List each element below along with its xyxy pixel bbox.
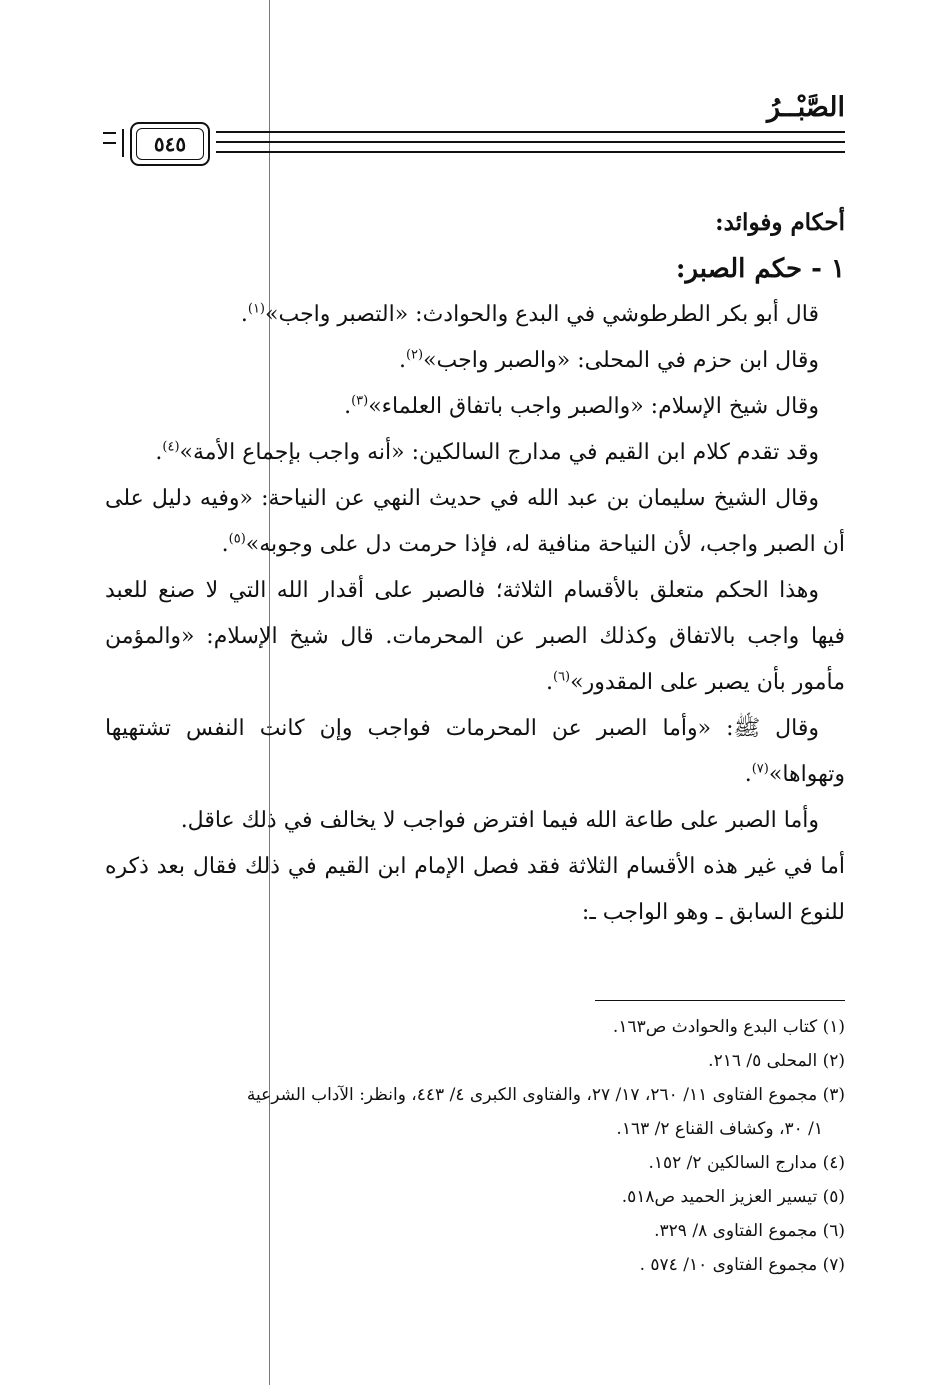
header-rule-top <box>216 131 845 133</box>
paragraph-tail: . <box>744 762 752 787</box>
footnote: (٣) مجموع الفتاوى ١١/ ٢٦٠، ١٧/ ٢٧، والفتاوى الكبرى ٤/ ٤٤٣، وانظر: الآداب الشرعية <box>246 1085 845 1105</box>
footnote-ref: (٥) <box>228 531 246 547</box>
paragraph <box>105 476 845 568</box>
paragraph-text: وقال شيخ الإسلام: «والصبر واجب باتفاق العلماء» <box>368 394 819 419</box>
running-title: الصَّبْــرُ <box>766 92 845 123</box>
paragraph-text: وأما الصبر على طاعة الله فيما افترض فواجب لا يخالف في ذلك عاقل. <box>180 808 819 833</box>
paragraph-text: وقال ﷺ: «وأما الصبر عن المحرمات فواجب وإن كانت النفس تشتهيها وتهواها» <box>105 716 845 787</box>
section-title: أحكام وفوائد: <box>715 209 845 236</box>
header-rule-middle <box>216 141 845 143</box>
paragraph <box>105 292 845 338</box>
paragraph <box>105 338 845 384</box>
footnote: (٥) تيسير العزيز الحميد ص٥١٨. <box>621 1187 845 1207</box>
footnote-ref: (٢) <box>405 347 424 363</box>
footnote-ref: (٧) <box>751 761 769 777</box>
paragraph-tail: . <box>221 532 229 557</box>
footnote: (٢) المحلى ٥/ ٢١٦. <box>708 1051 845 1071</box>
closing-paragraph: أما في غير هذه الأقسام الثلاثة فقد فصل الإمام ابن القيم في ذلك فقال بعد ذكره للنوع السابق ـ وهو الواجب ـ: <box>105 854 845 925</box>
footnote-continuation: ١/ ٣٠، وكشاف القناع ٢/ ١٦٣. <box>616 1119 823 1139</box>
footnotes <box>105 1010 845 1282</box>
paragraph <box>105 430 845 476</box>
paragraph-tail: . <box>545 670 553 695</box>
page-number-box <box>130 122 210 166</box>
paragraph-tail: . <box>155 440 163 465</box>
paragraph <box>105 798 845 844</box>
footnote-separator <box>595 1000 845 1001</box>
paragraph-tail: . <box>240 302 248 327</box>
footnote-ref: (١) <box>247 301 265 317</box>
paragraph <box>105 384 845 430</box>
paragraph-tail: . <box>344 394 352 419</box>
main-text <box>105 200 845 936</box>
paragraph-text: قال أبو بكر الطرطوشي في البدع والحوادث: «التصبر واجب» <box>265 302 819 327</box>
footnote-ref: (٦) <box>552 669 571 685</box>
header-rule-end-mark <box>103 132 116 144</box>
paragraph-tail: . <box>398 348 406 373</box>
page-number: ٥٤٥ <box>153 132 187 156</box>
paragraph-text: وقد تقدم كلام ابن القيم في مدارج السالكين: «أنه واجب بإجماع الأمة» <box>179 440 819 465</box>
footnote: (٤) مدارج السالكين ٢/ ١٥٢. <box>648 1153 845 1173</box>
paragraph-text: وقال الشيخ سليمان بن عبد الله في حديث النهي عن النياحة: «وفيه دليل على أن الصبر واجب، لأن النياحة منافية له، فإذا حرمت دل على وجوبه» <box>105 486 845 557</box>
header-rule-end-bar <box>122 129 124 157</box>
footnote: (١) كتاب البدع والحوادث ص١٦٣. <box>612 1017 845 1037</box>
header-rule-bottom <box>216 151 845 153</box>
footnote-ref: (٣) <box>351 393 369 409</box>
paragraph-text: وهذا الحكم متعلق بالأقسام الثلاثة؛ فالصبر على أقدار الله التي لا صنع للعبد فيها واجب بالاتفاق وكذلك الصبر عن المحرمات. قال شيخ الإسلام: «والمؤمن مأمور بأن يصبر على المقدور» <box>105 578 845 695</box>
paragraph-text: وقال ابن حزم في المحلى: «والصبر واجب» <box>423 348 819 373</box>
footnote: (٧) مجموع الفتاوى ١٠/ ٥٧٤ . <box>639 1255 845 1275</box>
subsection-title: ١ - حكم الصبر: <box>675 254 845 284</box>
footnote: (٦) مجموع الفتاوى ٨/ ٣٢٩. <box>654 1221 845 1241</box>
paragraph <box>105 706 845 798</box>
paragraph <box>105 568 845 706</box>
footnote-ref: (٤) <box>162 439 180 455</box>
